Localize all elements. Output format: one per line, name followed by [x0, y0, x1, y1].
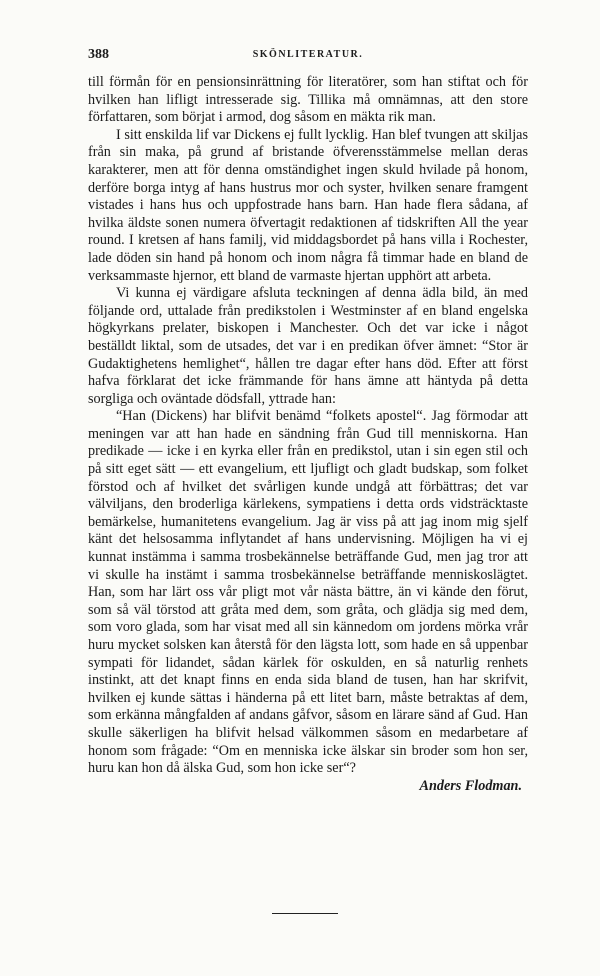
paragraph: “Han (Dickens) har blifvit benämd “folkets apostel“. Jag förmodar att meningen var att han hade en sändning från Gud till menniskorna. Han predikade — icke i en kyrka eller från en predikstol, utan i sin egen stil och på sitt eget sätt — ett evangelium, ett ljufligt och gladt budskap, som folket förstod och af hvilket det svårligen kunde undgå att förbättras; det var välviljans, den broderliga kärlekens, sympatiens i detta ords vidsträcktaste bemärkelse, humanitetens evangelium. Jag är viss på att jag inom mig sjelf känt det helsosamma inflytandet af hans undervisning. Möjligen ha vi ej kunnat instämma i samma trosbekännelse beträffande Gud, men jag tror att vi skulle ha instämt i samma trosbekännelse beträffande menniskoslägtet. Han, som har lärt oss vår pligt mot vår nästa bättre, än vi kände den förut, som så väl törstod att gråta med dem, som gråta, och glädja sig med dem, som voro glada, som har visat med all sin kännedom om jordens mörka vrår huru mycket solsken kan återstå för den lägsta lott, som hade en så uppenbar sympati för lidandet, sådan kärlek för oskulden, en så naturlig renhets instinkt, att det knapt finns en enda sida bland de tusen, han har skrifvit, hvilken ej kunde sättas i händerna på ett litet barn, måste betraktas af dem, som erkänna mångfalden af andans gåfvor, såsom en lärare sänd af Gud. Han skulle säkerligen ha blifvit helsad välkommen såsom en medarbetare af honom som frågade: “Om en menniska icke älskar sin broder som hon ser, huru kan hon då älska Gud, som hon icke ser“?	[88, 408, 528, 777]
page-number: 388	[88, 47, 109, 62]
end-rule-divider	[272, 913, 338, 914]
article-body	[88, 74, 528, 795]
author-signature: Anders Flodman.	[419, 777, 522, 794]
page-header	[88, 47, 528, 65]
paragraph: I sitt enskilda lif var Dickens ej fullt lycklig. Han blef tvungen att skiljas från sin maka, på grund af bristande öfverensstämmelse mellan deras karakterer, men att för denna omständighet ingen skuld hvilade på honom, derföre borga intyg af hans hustrus mor och syster, hvilken senare framgent vistades i hans hus och uppfostrade hans barn. Han hade flera sådana, af hvilka äldste sonen numera öfvertagit redaktionen af tidskriften All the year round. I kretsen af hans familj, vid middagsbordet på hans villa i Rochester, lade döden sin hand på honom och inom några få timmar hade en bland de verksammaste hjernor, ett bland de varmaste hjertan upphört att arbeta.	[88, 126, 528, 284]
paragraph: till förmån för en pensionsinrättning för literatörer, som han stiftat och för hvilken han lifligt intresserade sig. Tillika må omnämnas, att den store författaren, som börjat i armod, dog såsom en mäkta rik man.	[88, 74, 528, 126]
paragraph: Vi kunna ej värdigare afsluta teckningen af denna ädla bild, än med följande ord, uttalade från predikstolen i Westminster af en bland engelska högkyrkans prelater, biskopen i Manchester. Och det var icke i något beställdt liktal, som de utsades, det var i en predikan öfver ämnet: “Stor är Gudaktighetens hemlighet“, hållen tre dagar efter hans död. Efter att först hafva förklarat det icke främmande för hans ämne att häntyda på detta sorgliga och oväntade dödsfall, yttrade han:	[88, 285, 528, 407]
running-title: SKÖNLITERATUR.	[252, 49, 364, 60]
